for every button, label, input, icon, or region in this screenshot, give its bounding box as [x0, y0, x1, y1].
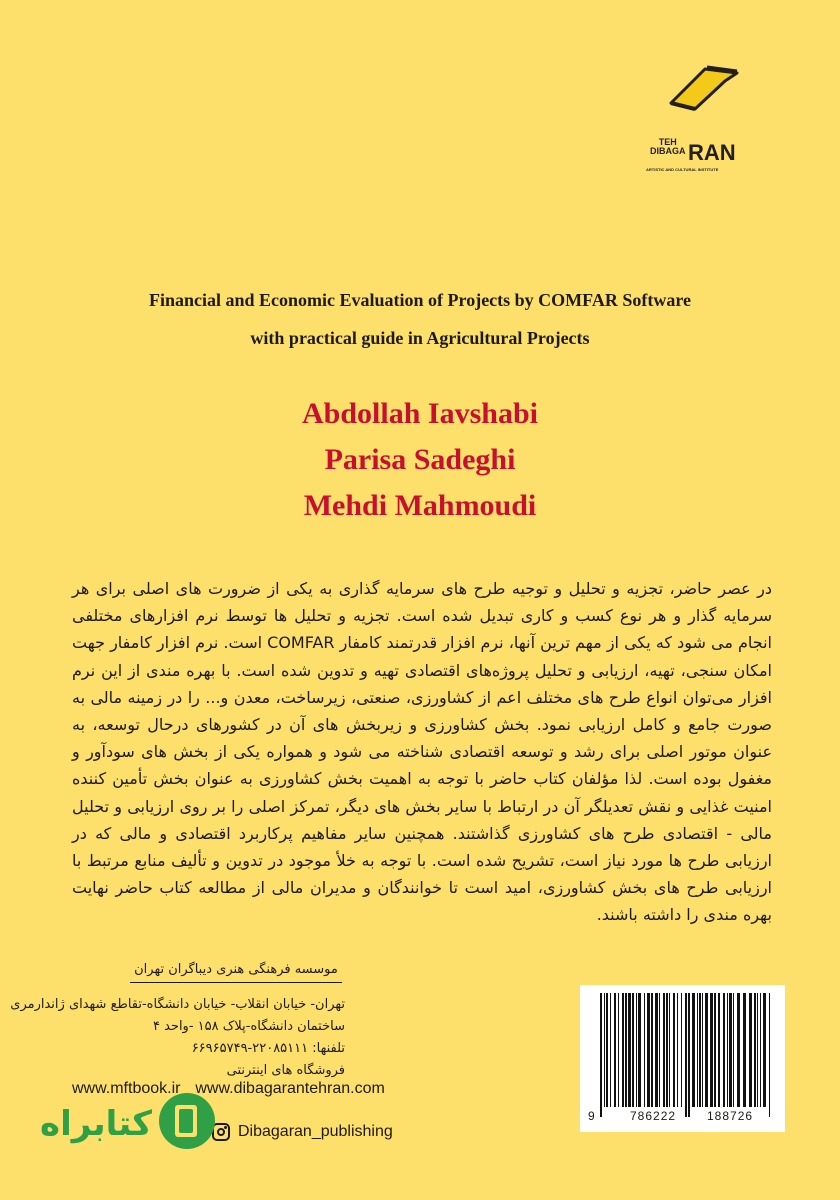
website-link[interactable]: www.mftbook.ir — [72, 1080, 181, 1097]
logo-small-bottom: DIBAGA — [650, 146, 686, 156]
online-shops-label: فروشگاه های اینترنتی — [226, 1063, 345, 1078]
isbn-barcode — [580, 985, 785, 1132]
watermark-logo — [40, 1090, 220, 1160]
barcode-digits-right: 188726 — [707, 1109, 754, 1123]
publisher-phone: تلفنها: ۲۲۰۸۵۱۱۱-۶۶۹۶۵۷۴۹ — [191, 1041, 345, 1056]
website-link[interactable]: www.dibagarantehran.com — [195, 1080, 385, 1097]
instagram-handle[interactable] — [212, 1121, 393, 1143]
publisher-name: موسسه فرهنگی هنری دیباگران تهران — [130, 962, 342, 983]
book-title-line-1: Financial and Economic Evaluation of Projects by COMFAR Software — [149, 290, 691, 310]
barcode-bars — [580, 985, 785, 1132]
logo-small-text — [650, 138, 686, 156]
book-description: در عصر حاضر، تجزیه و تحلیل و توجیه طرح های سرمایه گذاری به یکی از ضرورت های اصلی برای هر سرمایه گذار و هر نوع کسب و کاری تبدیل شده است. تجزیه و تحلیل ها توسط نرم افزارهای مختلفی انجام می شود که یکی از مهم ترین آنها، نرم افزار قدرتمند کامفار COMFAR است. نرم افزار کامفار جهت امکان سنجی، تهیه، ارزیابی و تحلیل پروژه‌های اقتصادی تهیه و تدوین شده است. با بهره مندی از این نرم افزار می‌توان انواع طرح های مختلف اعم از کشاورزی، صنعتی، زیرساخت، معدن و... را در زمینه مالی به صورت جامع و کامل ارزیابی نمود. بخش کشاورزی و زیربخش های آن در کشورهای درحال توسعه، به عنوان موتور اصلی برای رشد و توسعه اقتصادی شناخته می شود و همواره یکی از بخش های سودآور و مغفول بوده است. لذا مؤلفان کتاب حاضر با توجه به اهمیت بخش کشاورزی به عنوان بخش تأمین کننده امنیت غذایی و نقش تعدیلگر آن در ارتباط با سایر بخش های دیگر، تمرکز اصلی را بر روی ارزیابی و تحلیل مالی - اقتصادی طرح های کشاورزی گذاشتند. همچنین سایر مفاهیم پرکاربرد اقتصادی و مالی که در ارزیابی طرح ها مورد نیاز است، تشریح شده است. با توجه به خلأ موجود در تدوین و تألیف منابع مرتبط با ارزیابی طرح های بخش کشاورزی، امید است تا خوانندگان و مدیران مالی از مطالعه کتاب حاضر نهایت بهره مندی را داشته باشند. — [72, 579, 772, 925]
author-name: Mehdi Mahmoudi — [303, 489, 537, 522]
logo-big-text: RAN — [688, 140, 736, 165]
barcode-prefix: 9 — [588, 1109, 595, 1123]
author-name: Abdollah Iavshabi — [302, 397, 538, 430]
author-name: Parisa Sadeghi — [324, 443, 516, 476]
logo-small-top: TEH — [658, 137, 677, 147]
instagram-handle-text: Dibagaran_publishing — [238, 1123, 393, 1140]
publisher-logo — [640, 55, 750, 172]
watermark-text: کتابراه — [40, 1104, 153, 1144]
publisher-address-line-1: تهران- خیابان انقلاب- خیابان دانشگاه-تقاطع شهدای ژاندارمری — [10, 997, 345, 1012]
publisher-address-line-2: ساختمان دانشگاه-پلاک ۱۵۸ -واحد ۴ — [152, 1019, 345, 1034]
logo-subtitle: ARTISTIC AND CULTURAL INSTITUTE — [646, 167, 719, 172]
book-title-line-2: with practical guide in Agricultural Projects — [250, 328, 590, 348]
pen-nib-icon — [665, 55, 745, 115]
book-icon — [156, 1090, 218, 1152]
barcode-digits-left: 786222 — [630, 1109, 677, 1123]
